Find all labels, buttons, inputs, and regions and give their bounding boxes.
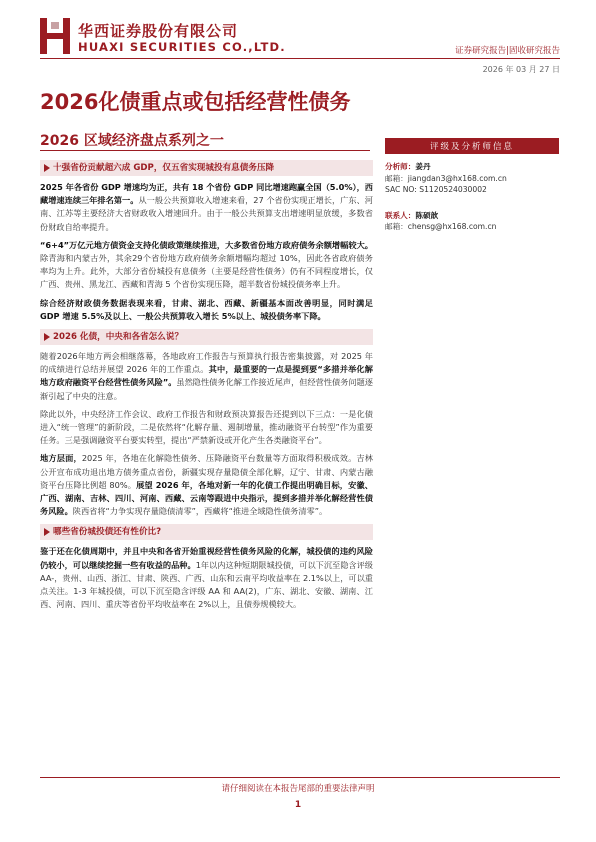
paragraph-lead: 鉴于还在化债周期中，并且中央和各省开始重视经营性债务风险的化解，城投债的违约风险仍较小，可以继续挖掘一些有收益的品种。 [40,546,373,570]
triangle-bullet-icon [44,333,50,341]
body-paragraph [40,452,373,518]
email-label: 邮箱： [385,222,408,231]
report-type: 证券研究报告|固收研究报告 [455,46,560,56]
triangle-bullet-icon [44,164,50,172]
page-title: 2026化债重点或包括经营性债务 [40,90,351,114]
sac-number: S1120524030002 [419,185,487,194]
footer-divider [40,777,560,778]
body-paragraph [40,545,373,611]
section-heading-text: 2026 化债，中央和各省怎么说？ [53,332,184,343]
body-paragraph [40,239,373,292]
paragraph-emphasis: 展望 2026 年，各地对新一年的化债工作提出明确目标，安徽、广西、湖南、吉林、四川、河南、西藏、云南等跟进中央指示，提到多措并举化解经营性债务风险。 [40,479,373,517]
paragraph-emphasis: 其中，最重要的一点是提到要“多措并举化解地方政府融资平台经营性债务风险”。 [40,364,373,388]
company-name-en: HUAXI SECURITIES CO.,LTD. [78,40,286,54]
header-divider [40,58,560,59]
section-heading-text: 十强省份贡献超六成 GDP，仅五省实现城投有息债务压降 [53,163,275,173]
page-subtitle: 2026 区域经济盘点系列之一 [40,133,224,149]
paragraph-text: 1年以内这种短期限城投债，可以下沉至隐含评级 AA-，贵州、山西、浙江、甘肃、陕西、广西、山东和云南平均收益率在 2.1%以上，可以重点关注。1-3 年城投债，可以下沉至隐含评级 AA 和 AA(2)，广东、湖北、安徽、湖南、江西、河南、四川、重庆等省份平均收益率在 2%以上，且债券规模较大。 [40,559,373,610]
paragraph-lead: 地方层面， [40,453,82,464]
legal-disclaimer: 请仔细阅读在本报告尾部的重要法律声明 [221,784,375,794]
triangle-bullet-icon [44,528,50,536]
paragraph-text: 除此以外，中央经济工作会议、政府工作报告和财政预决算报告还提到以下三点：一是化债进入“统一管理”的新阶段，二是依然将“化解存量、遏制增量，推动融资平台转型”作为重要任务。三是强调融资平台要实转型，提出“严禁新设或开化产生各类融资平台”。 [40,408,373,446]
body-paragraph [40,297,373,323]
section-heading [40,524,373,540]
paragraph-text: 从一般公共预算收入增速来看，27 个省份实现正增长，广东、河南、江苏等主要经济大省财政收入增速回升。由于一般公共预算支出增速明显放缓，多数省份财政自给率提升。 [40,195,373,232]
analyst-label: 分析师： [385,162,416,171]
paragraph-lead: 综合经济财政债务数据表现来看，甘肃、湖北、西藏、新疆基本面改善明显，同时满足 GDP 增速 5.5%及以上、一般公共预算收入增长 5%以上、城投债务率下降。 [40,297,373,321]
paragraph-lead: “6+4”万亿元地方债资金支持化债政策继续推进，大多数省份地方政府债务余额增幅较大。 [40,239,373,250]
section-heading [40,329,373,345]
body-paragraph [40,350,373,403]
paragraph-text: 随着2026年地方两会相继落幕，各地政府工作报告与预算执行报告密集披露，对 2025 年的成绩进行总结并展望 2026 年的工作重点。 [40,351,373,375]
page-number: 1 [294,800,302,810]
paragraph-text: 虽然隐性债务化解工作接近尾声，但经营性债务问题逐渐引起了中央的注意。 [40,377,373,401]
analyst-email-link[interactable]: jiangdan3@hx168.com.cn [407,173,507,183]
contact-name: 陈硕歆 [415,210,439,220]
sidebar-header: 评级及分析师信息 [385,138,559,154]
report-body [40,160,373,611]
email-label: 邮箱： [385,173,408,183]
paragraph-lead: 2025 年各省份 GDP 增速均为正，共有 18 个省份 GDP 同比增速跑赢全国（5.0%），西藏增速连续三年排名第一。 [40,182,373,206]
body-paragraph [40,408,373,448]
contact-info [385,210,559,233]
section-heading [40,160,373,176]
analyst-sidebar [385,138,559,233]
subtitle-divider [40,150,370,151]
analyst-info [385,161,559,196]
body-paragraph [40,181,373,234]
paragraph-text: 除青海和内蒙古外，其余29个省份地方政府债务余额增幅均超过 10%，因此各省政府债务率均为上升。此外，大部分省份城投有息债务（主要是经营性债务）仍有不同程度增长，仅广西、贵州、黑龙江、西藏和青海 5 个省份实现压降，超半数省份城投债务率上升。 [40,253,373,290]
contact-label: 联系人： [385,210,416,220]
report-date: 2026 年 03 月 27 日 [482,65,560,74]
contact-email-link[interactable]: chensg@hx168.com.cn [407,222,497,231]
company-name-cn: 华西证券股份有限公司 [78,22,239,40]
analyst-name: 姜丹 [415,162,431,171]
huaxi-logo-icon [40,18,70,54]
sac-label: SAC NO: [385,185,420,194]
paragraph-text: 陕西省将“力争实现存量隐债清零”，西藏将“推进全域隐性债务清零”。 [72,506,328,517]
section-heading-text: 哪些省份城投债还有性价比? [53,527,162,538]
paragraph-text: 2025 年，各地在化解隐性债务、压降融资平台数量等方面取得积极成效。吉林公开宣布成功退出地方债务重点省份，新疆实现存量隐债全部化解，辽宁、甘肃、内蒙古融资平台压降比例超 80%。 [40,453,373,490]
